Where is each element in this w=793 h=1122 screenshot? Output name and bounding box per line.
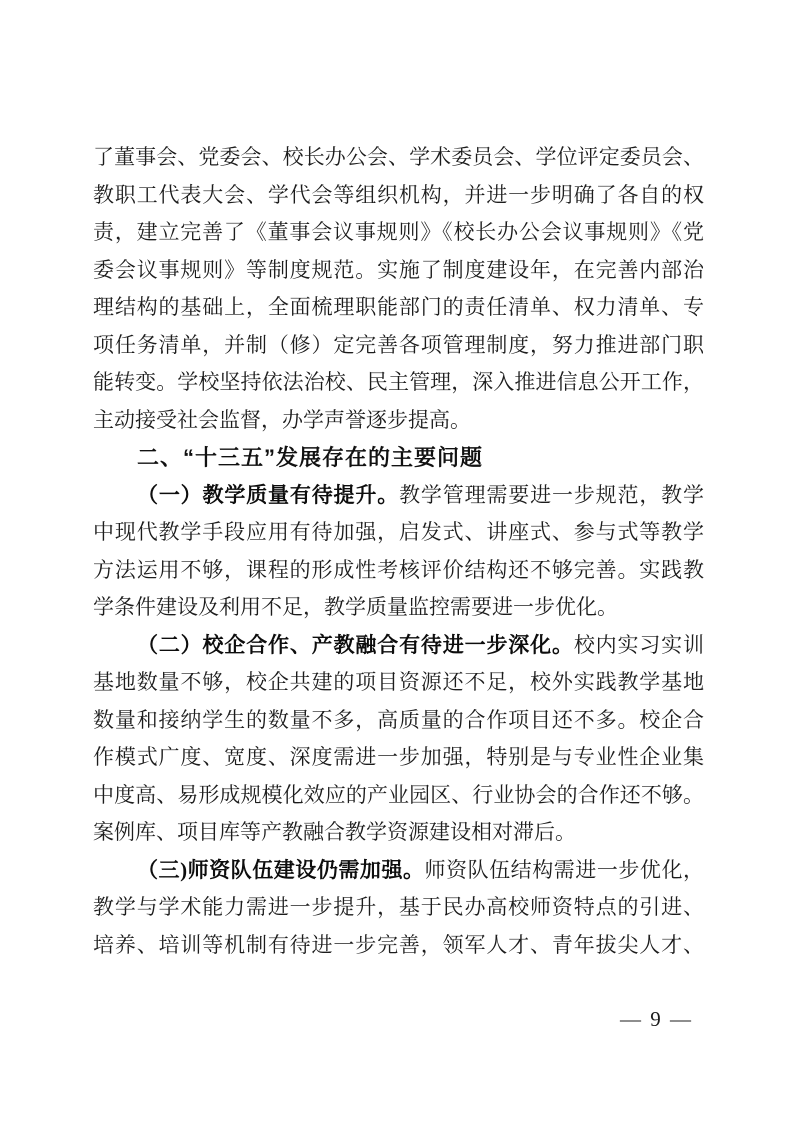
body-text: 中现代教学手段应用有待加强，启发式、讲座式、参与式等教学 xyxy=(93,520,704,544)
body-text: 中度高、易形成规模化效应的产业园区、行业协会的合作还不够。 xyxy=(93,782,704,807)
text-line xyxy=(93,702,704,740)
body-text: 师资队伍结构需进一步优化， xyxy=(424,857,704,882)
text-line xyxy=(93,627,704,665)
body-text: 学条件建设及利用不足，教学质量监控需要进一步优化。 xyxy=(93,595,618,619)
body-text: 教学与学术能力需进一步提升，基于民办高校师资特点的引进、 xyxy=(93,895,704,919)
body-text: 委会议事规则》等制度规范。实施了制度建设年，在完善内部治 xyxy=(93,257,704,282)
text-line xyxy=(93,289,704,327)
text-line xyxy=(93,739,704,777)
emphasis-text: 二、“十三五”发展存在的主要问题 xyxy=(137,445,484,470)
text-line xyxy=(93,514,704,552)
text-line xyxy=(93,927,704,965)
text-line xyxy=(93,214,704,252)
text-block xyxy=(93,139,704,964)
section-heading xyxy=(93,439,704,477)
text-line xyxy=(93,364,704,402)
body-text: 作模式广度、宽度、深度需进一步加强，特别是与专业性企业集 xyxy=(93,745,704,769)
body-text: 责，建立完善了《董事会议事规则》《校长办公会议事规则》《党 xyxy=(93,220,704,244)
body-text: 方法运用不够，课程的形成性考核评价结构还不够完善。实践教 xyxy=(93,557,704,582)
text-line xyxy=(93,814,704,852)
text-line xyxy=(93,589,704,627)
text-line xyxy=(93,777,704,815)
text-line xyxy=(93,327,704,365)
text-line xyxy=(93,664,704,702)
text-line xyxy=(93,477,704,515)
body-text: 校内实习实训 xyxy=(573,632,704,657)
text-line xyxy=(93,889,704,927)
text-line xyxy=(93,177,704,215)
emphasis-text: （三)师资队伍建设仍需加强。 xyxy=(137,857,425,882)
body-text: 能转变。学校坚持依法治校、民主管理，深入推进信息公开工作， xyxy=(93,370,704,394)
text-line xyxy=(93,852,704,890)
emphasis-text: （一）教学质量有待提升。 xyxy=(137,482,400,507)
body-text: 了董事会、党委会、校长办公会、学术委员会、学位评定委员会、 xyxy=(93,145,704,169)
body-text: 主动接受社会监督，办学声誉逐步提高。 xyxy=(93,407,471,432)
emphasis-text: （二）校企合作、产教融合有待进一步深化。 xyxy=(137,632,574,657)
text-line xyxy=(93,139,704,177)
body-text: 培养、培训等机制有待进一步完善，领军人才、青年拔尖人才、 xyxy=(93,932,704,957)
body-text: 项任务清单，并制（修）定完善各项管理制度，努力推进部门职 xyxy=(93,332,704,357)
body-text: 案例库、项目库等产教融合教学资源建设相对滞后。 xyxy=(93,820,576,844)
body-text: 基地数量不够，校企共建的项目资源还不足，校外实践教学基地 xyxy=(93,670,704,694)
body-text: 理结构的基础上，全面梳理职能部门的责任清单、权力清单、专 xyxy=(93,295,704,319)
body-text: 教职工代表大会、学代会等组织机构，并进一步明确了各自的权 xyxy=(93,182,704,207)
text-line xyxy=(93,552,704,590)
text-line xyxy=(93,252,704,290)
text-line xyxy=(93,402,704,440)
body-text: 数量和接纳学生的数量不多，高质量的合作项目还不多。校企合 xyxy=(93,707,704,732)
page-number: — 9 — xyxy=(620,1007,693,1031)
body-text: 教学管理需要进一步规范，教学 xyxy=(399,482,704,507)
